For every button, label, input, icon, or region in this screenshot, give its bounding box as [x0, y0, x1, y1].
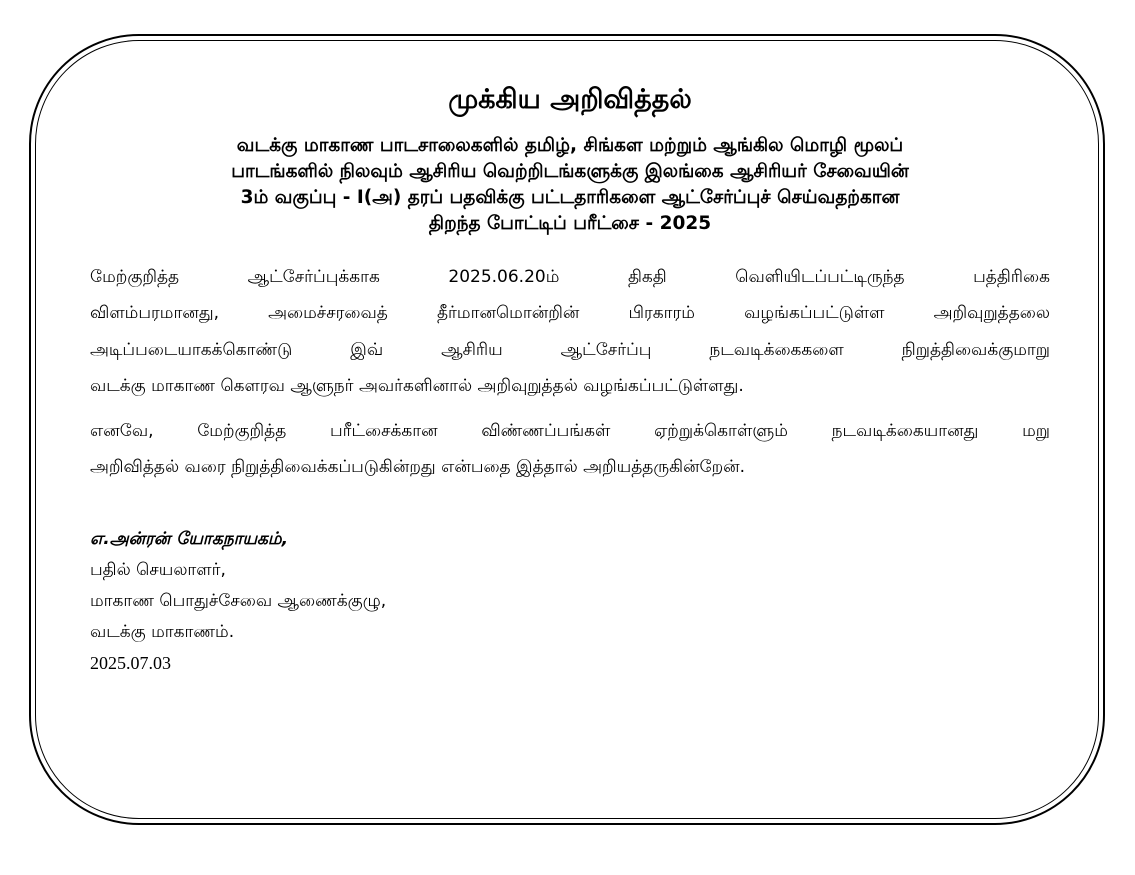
subtitle-line: 3ம் வகுப்பு - I(அ) தரப் பதவிக்கு பட்டதாரிகளை ஆட்சேர்ப்புச் செய்வதற்கான: [240, 186, 900, 208]
signatory-province: வடக்கு மாகாணம்.: [90, 621, 235, 642]
paragraph-line: மேற்குறித்த ஆட்சேர்ப்புக்காக 2025.06.20ம் திகதி வெளியிடப்பட்டிருந்த பத்திரிகை: [90, 266, 1050, 287]
subtitle-line: திறந்த போட்டிப் பரீட்சை - 2025: [428, 212, 712, 234]
paragraph-line: வடக்கு மாகாண கௌரவ ஆளுநர் அவர்களினால் அறிவுறுத்தல் வழங்கப்பட்டுள்ளது.: [90, 376, 744, 397]
subtitle-line: பாடங்களில் நிலவும் ஆசிரிய வெற்றிடங்களுக்கு இலங்கை ஆசிரியர் சேவையின்: [231, 160, 909, 182]
notice-date: 2025.07.03: [90, 652, 171, 673]
subtitle-line: வடக்கு மாகாண பாடசாலைகளில் தமிழ், சிங்கள மற்றும் ஆங்கில மொழி மூலப்: [236, 135, 904, 157]
paragraph-line: விளம்பரமானது, அமைச்சரவைத் தீர்மானமொன்றின் பிரகாரம் வழங்கப்பட்டுள்ள அறிவுறுத்தலை: [90, 303, 1050, 324]
paragraph-1: [90, 259, 1050, 405]
notice-subtitle: [90, 133, 1050, 237]
signatory-designation: பதில் செயலாளர்,: [90, 559, 226, 580]
notice-title: முக்கிய அறிவித்தல்: [448, 84, 692, 115]
notice-content: [90, 82, 1050, 679]
paragraph-2: [90, 413, 1050, 486]
paragraph-line: அறிவித்தல் வரை நிறுத்திவைக்கப்படுகின்றது என்பதை இத்தால் அறியத்தருகின்றேன்.: [90, 457, 746, 478]
signatory-name: எ.அன்ரன் யோகநாயகம்,: [90, 528, 289, 549]
signature-block: [90, 524, 1050, 679]
paragraph-line: அடிப்படையாகக்கொண்டு இவ் ஆசிரிய ஆட்சேர்ப்பு நடவடிக்கைகளை நிறுத்திவைக்குமாறு: [90, 339, 1050, 360]
signatory-office: மாகாண பொதுச்சேவை ஆணைக்குழு,: [90, 590, 387, 611]
paragraph-line: எனவே, மேற்குறித்த பரீட்சைக்கான விண்ணப்பங்கள் ஏற்றுக்கொள்ளும் நடவடிக்கையானது மறு: [90, 420, 1050, 441]
